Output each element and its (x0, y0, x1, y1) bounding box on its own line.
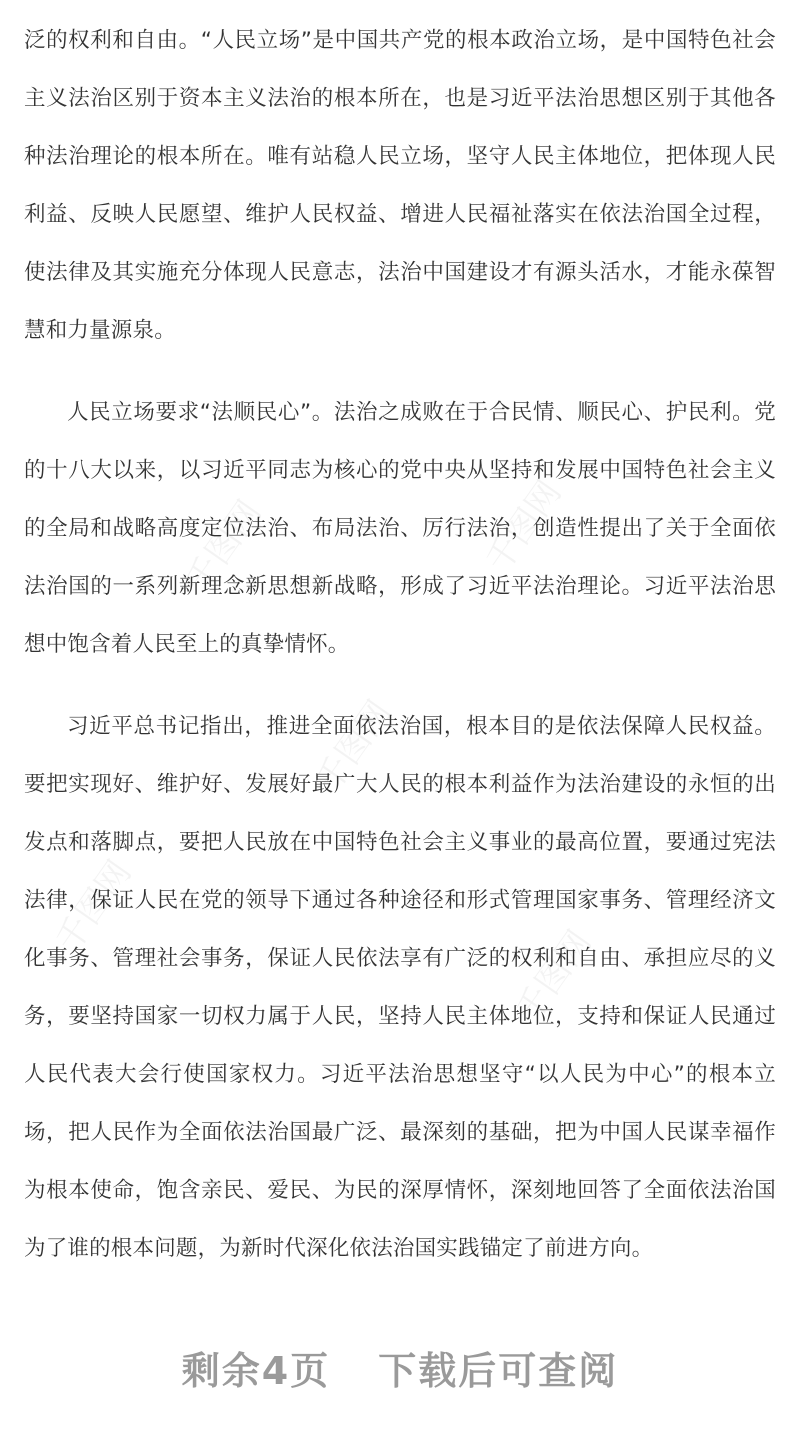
paragraph-2: 人民立场要求“法顺民心”。法治之成败在于合民情、顺民心、护民利。党的十八大以来，以习近平同志为核心的党中央从坚持和发展中国特色社会主义的全局和战略高度定位法治、布局法治、厉行法治，创造性提出了关于全面依法治国的一系列新理念新思想新战略，形成了习近平法治理论。习近平法治思想中饱含着人民至上的真挚情怀。 (24, 400, 776, 657)
remaining-pages-label: 剩余4页 (181, 1349, 331, 1393)
download-to-view-label: 下载后可查阅 (378, 1349, 619, 1393)
paragraph-1: 泛的权利和自由。“人民立场”是中国共产党的根本政治立场，是中国特色社会主义法治区别于资本主义法治的根本所在，也是习近平法治思想区别于其他各种法治理论的根本所在。唯有站稳人民立场，坚守人民主体地位，把体现人民利益、反映人民愿望、维护人民权益、增进人民福祉落实在依法治国全过程，使法律及其实施充分体现人民意志，法治中国建设才有源头活水，才能永葆智慧和力量源泉。 (24, 28, 776, 343)
paragraph-3: 习近平总书记指出，推进全面依法治国，根本目的是依法保障人民权益。要把实现好、维护好、发展好最广大人民的根本利益作为法治建设的永恒的出发点和落脚点，要把人民放在中国特色社会主义事业的最高位置，要通过宪法法律，保证人民在党的领导下通过各种途径和形式管理国家事务、管理经济文化事务、管理社会事务，保证人民依法享有广泛的权利和自由、承担应尽的义务，要坚持国家一切权力属于人民，坚持人民主体地位，支持和保证人民通过人民代表大会行使国家权力。习近平法治思想坚守“以人民为中心”的根本立场，把人民作为全面依法治国最广泛、最深刻的基础，把为中国人民谋幸福作为根本使命，饱含亲民、爱民、为民的深厚情怀，深刻地回答了全面依法治国为了谁的根本问题，为新时代深化依法治国实践锚定了前进方向。 (24, 714, 776, 1261)
download-prompt[interactable] (0, 1340, 800, 1395)
document-body (24, 0, 776, 1278)
